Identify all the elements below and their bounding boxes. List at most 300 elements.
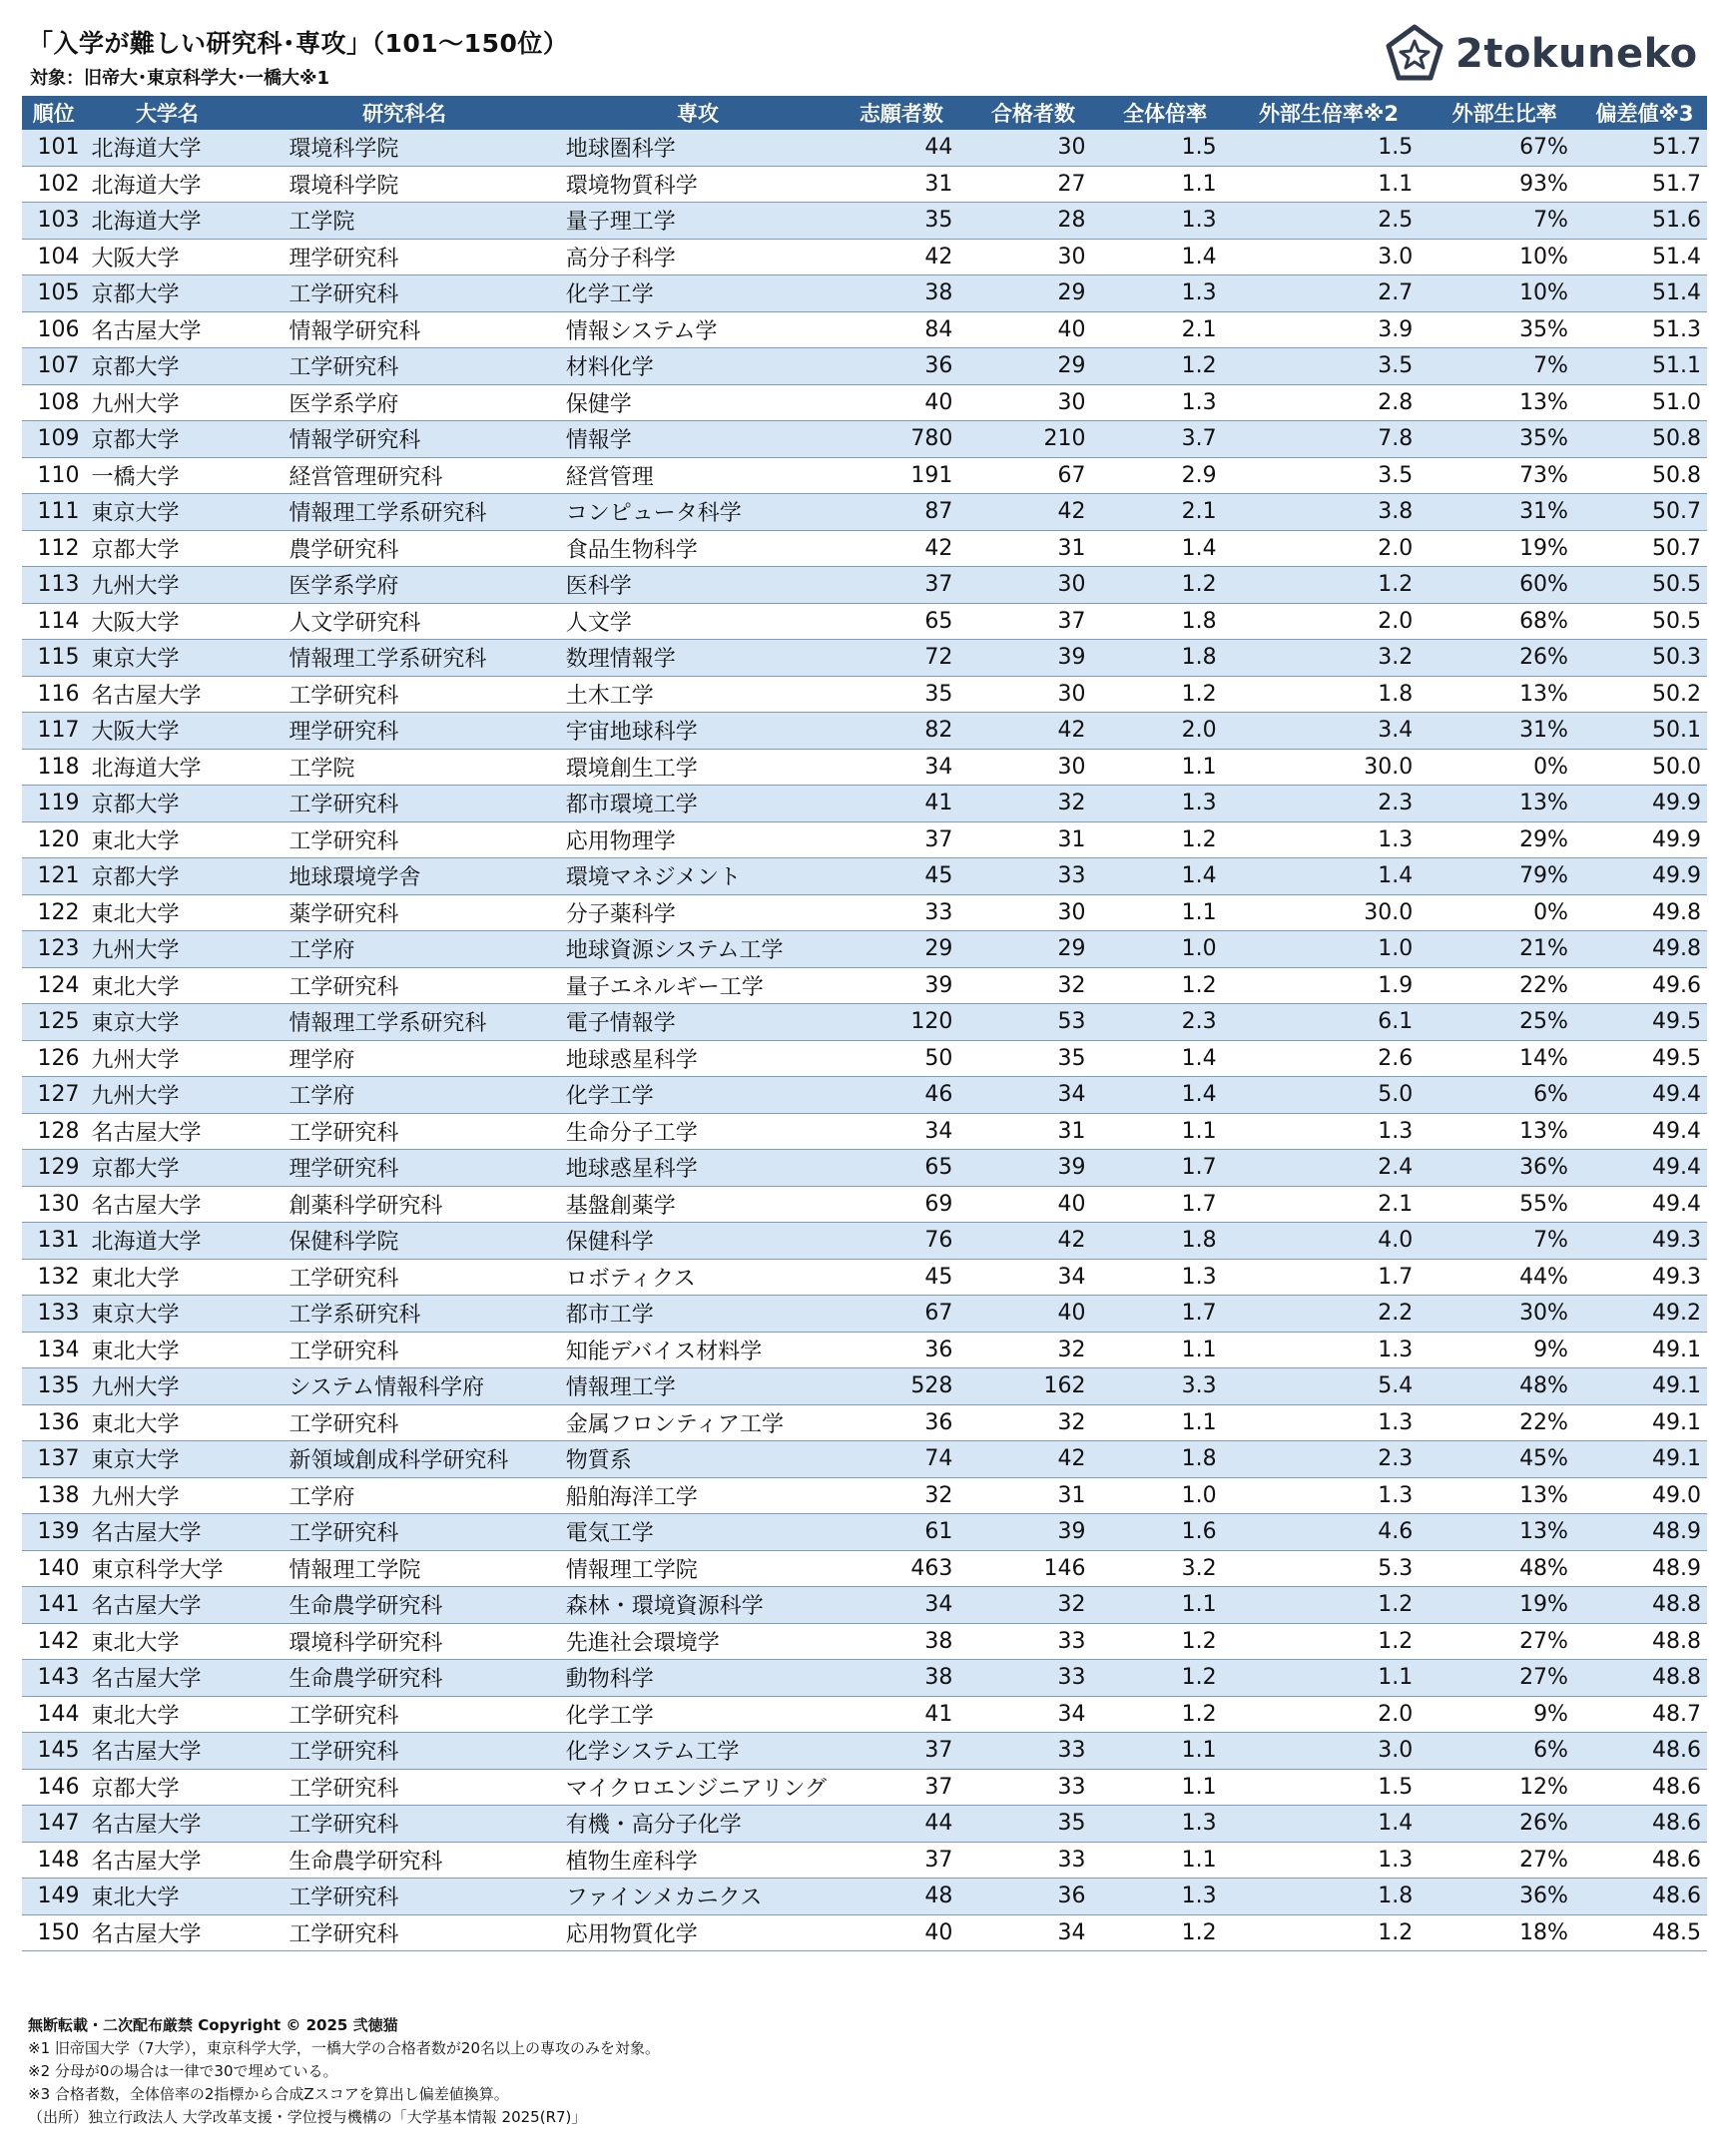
university-cell: 名古屋大学 <box>86 1806 250 1843</box>
rank-cell: 139 <box>22 1514 86 1551</box>
table-row <box>22 1660 1707 1697</box>
rank-cell: 143 <box>22 1660 86 1697</box>
major-cell: 都市工学 <box>560 1296 837 1333</box>
admitted-cell: 31 <box>966 530 1099 567</box>
rank-cell: 116 <box>22 676 86 713</box>
graduate-school-cell: 情報学研究科 <box>249 311 559 348</box>
university-cell: 北海道大学 <box>86 203 250 240</box>
major-cell: 先進社会環境学 <box>560 1623 837 1660</box>
external-share-cell: 13% <box>1427 786 1582 822</box>
applicants-cell: 37 <box>836 1842 966 1879</box>
external-ratio-cell: 7.8 <box>1231 421 1428 458</box>
table-row <box>22 494 1707 531</box>
rank-cell: 148 <box>22 1842 86 1879</box>
rank-cell: 128 <box>22 1113 86 1150</box>
overall-ratio-cell: 2.3 <box>1100 1004 1231 1041</box>
external-ratio-cell: 1.3 <box>1231 1842 1428 1879</box>
admitted-cell: 39 <box>966 1514 1099 1551</box>
external-ratio-cell: 2.0 <box>1231 530 1428 567</box>
deviation-score-cell: 49.1 <box>1582 1404 1707 1441</box>
external-ratio-cell: 1.2 <box>1231 567 1428 604</box>
university-cell: 東北大学 <box>86 1879 250 1915</box>
column-header: 外部生倍率※2 <box>1231 96 1428 130</box>
university-cell: 京都大学 <box>86 1769 250 1806</box>
university-cell: 九州大学 <box>86 1368 250 1405</box>
university-cell: 九州大学 <box>86 567 250 604</box>
major-cell: 動物科学 <box>560 1660 837 1697</box>
external-ratio-cell: 3.4 <box>1231 713 1428 750</box>
external-ratio-cell: 3.0 <box>1231 1733 1428 1770</box>
graduate-school-cell: 工学研究科 <box>249 1879 559 1915</box>
admitted-cell: 33 <box>966 1660 1099 1697</box>
university-cell: 一橋大学 <box>86 457 250 494</box>
external-share-cell: 25% <box>1427 1004 1582 1041</box>
major-cell: 化学システム工学 <box>560 1733 837 1770</box>
rank-cell: 109 <box>22 421 86 458</box>
university-cell: 北海道大学 <box>86 166 250 203</box>
overall-ratio-cell: 1.2 <box>1100 1914 1231 1951</box>
external-share-cell: 6% <box>1427 1733 1582 1770</box>
university-cell: 北海道大学 <box>86 749 250 786</box>
admitted-cell: 42 <box>966 713 1099 750</box>
deviation-score-cell: 49.4 <box>1582 1150 1707 1187</box>
graduate-school-cell: 理学研究科 <box>249 239 559 275</box>
external-ratio-cell: 2.5 <box>1231 203 1428 240</box>
applicants-cell: 780 <box>836 421 966 458</box>
rank-cell: 103 <box>22 203 86 240</box>
admitted-cell: 33 <box>966 1769 1099 1806</box>
deviation-score-cell: 50.8 <box>1582 421 1707 458</box>
applicants-cell: 36 <box>836 1332 966 1368</box>
applicants-cell: 38 <box>836 275 966 312</box>
applicants-cell: 74 <box>836 1441 966 1478</box>
admitted-cell: 40 <box>966 1186 1099 1223</box>
applicants-cell: 120 <box>836 1004 966 1041</box>
rank-cell: 117 <box>22 713 86 750</box>
external-ratio-cell: 1.3 <box>1231 1404 1428 1441</box>
deviation-score-cell: 49.9 <box>1582 786 1707 822</box>
table-row <box>22 384 1707 421</box>
graduate-school-cell: 生命農学研究科 <box>249 1842 559 1879</box>
major-cell: 食品生物科学 <box>560 530 837 567</box>
admitted-cell: 30 <box>966 384 1099 421</box>
admitted-cell: 33 <box>966 1733 1099 1770</box>
graduate-school-cell: 工学研究科 <box>249 1113 559 1150</box>
graduate-school-cell: 工学研究科 <box>249 1914 559 1951</box>
table-row <box>22 786 1707 822</box>
admitted-cell: 33 <box>966 1623 1099 1660</box>
admitted-cell: 37 <box>966 603 1099 640</box>
external-share-cell: 30% <box>1427 1296 1582 1333</box>
university-cell: 東北大学 <box>86 1332 250 1368</box>
external-share-cell: 48% <box>1427 1368 1582 1405</box>
major-cell: 宇宙地球科学 <box>560 713 837 750</box>
deviation-score-cell: 48.8 <box>1582 1587 1707 1624</box>
major-cell: 経営管理 <box>560 457 837 494</box>
admitted-cell: 34 <box>966 1914 1099 1951</box>
overall-ratio-cell: 1.7 <box>1100 1186 1231 1223</box>
graduate-school-cell: 工学府 <box>249 1477 559 1514</box>
admitted-cell: 210 <box>966 421 1099 458</box>
graduate-school-cell: システム情報科学府 <box>249 1368 559 1405</box>
university-cell: 九州大学 <box>86 1477 250 1514</box>
graduate-school-cell: 新領域創成科学研究科 <box>249 1441 559 1478</box>
major-cell: マイクロエンジニアリング <box>560 1769 837 1806</box>
table-row <box>22 821 1707 858</box>
overall-ratio-cell: 1.3 <box>1100 1259 1231 1296</box>
deviation-score-cell: 49.9 <box>1582 821 1707 858</box>
rank-cell: 138 <box>22 1477 86 1514</box>
overall-ratio-cell: 1.2 <box>1100 676 1231 713</box>
deviation-score-cell: 51.1 <box>1582 348 1707 385</box>
deviation-score-cell: 49.1 <box>1582 1332 1707 1368</box>
graduate-school-cell: 工学府 <box>249 1077 559 1114</box>
overall-ratio-cell: 1.4 <box>1100 1077 1231 1114</box>
column-header: 志願者数 <box>836 96 966 130</box>
overall-ratio-cell: 1.4 <box>1100 858 1231 895</box>
rank-cell: 124 <box>22 967 86 1004</box>
table-row <box>22 967 1707 1004</box>
graduate-school-cell: 理学研究科 <box>249 1150 559 1187</box>
major-cell: 電子情報学 <box>560 1004 837 1041</box>
applicants-cell: 29 <box>836 931 966 968</box>
overall-ratio-cell: 1.2 <box>1100 348 1231 385</box>
column-header: 合格者数 <box>966 96 1099 130</box>
graduate-school-cell: 薬学研究科 <box>249 894 559 931</box>
external-ratio-cell: 1.3 <box>1231 821 1428 858</box>
external-ratio-cell: 2.7 <box>1231 275 1428 312</box>
overall-ratio-cell: 1.1 <box>1100 749 1231 786</box>
external-share-cell: 26% <box>1427 640 1582 677</box>
graduate-school-cell: 保健科学院 <box>249 1223 559 1260</box>
table-row <box>22 1113 1707 1150</box>
rank-cell: 135 <box>22 1368 86 1405</box>
column-header: 順位 <box>22 96 86 130</box>
applicants-cell: 40 <box>836 384 966 421</box>
overall-ratio-cell: 1.3 <box>1100 786 1231 822</box>
deviation-score-cell: 49.0 <box>1582 1477 1707 1514</box>
university-cell: 東京大学 <box>86 494 250 531</box>
rank-cell: 125 <box>22 1004 86 1041</box>
external-ratio-cell: 1.4 <box>1231 858 1428 895</box>
table-row <box>22 1842 1707 1879</box>
source-note: （出所）独立行政法人 大学改革支援・学位授与機構の「大学基本情報 2025(R7)」 <box>28 2108 587 2126</box>
university-cell: 名古屋大学 <box>86 1733 250 1770</box>
rank-cell: 111 <box>22 494 86 531</box>
overall-ratio-cell: 1.2 <box>1100 1623 1231 1660</box>
deviation-score-cell: 50.8 <box>1582 457 1707 494</box>
major-cell: 情報理工学 <box>560 1368 837 1405</box>
graduate-school-cell: 工学院 <box>249 749 559 786</box>
external-share-cell: 0% <box>1427 749 1582 786</box>
graduate-school-cell: 工学研究科 <box>249 1514 559 1551</box>
major-cell: 情報理工学院 <box>560 1550 837 1587</box>
table-row <box>22 713 1707 750</box>
external-share-cell: 21% <box>1427 931 1582 968</box>
table-row <box>22 1914 1707 1951</box>
applicants-cell: 31 <box>836 166 966 203</box>
table-row <box>22 348 1707 385</box>
pentagon-star-logo-icon <box>1384 23 1445 85</box>
external-share-cell: 9% <box>1427 1696 1582 1733</box>
external-ratio-cell: 1.0 <box>1231 931 1428 968</box>
rank-cell: 102 <box>22 166 86 203</box>
external-ratio-cell: 2.6 <box>1231 1040 1428 1077</box>
graduate-school-cell: 工学研究科 <box>249 348 559 385</box>
table-row <box>22 275 1707 312</box>
applicants-cell: 37 <box>836 1733 966 1770</box>
graduate-school-cell: 情報理工学系研究科 <box>249 1004 559 1041</box>
admitted-cell: 35 <box>966 1806 1099 1843</box>
rank-cell: 101 <box>22 130 86 166</box>
university-cell: 九州大学 <box>86 384 250 421</box>
external-share-cell: 60% <box>1427 567 1582 604</box>
table-row <box>22 530 1707 567</box>
external-share-cell: 27% <box>1427 1660 1582 1697</box>
external-share-cell: 73% <box>1427 457 1582 494</box>
applicants-cell: 33 <box>836 894 966 931</box>
table-row <box>22 1223 1707 1260</box>
admitted-cell: 42 <box>966 1223 1099 1260</box>
deviation-score-cell: 51.0 <box>1582 384 1707 421</box>
external-share-cell: 9% <box>1427 1332 1582 1368</box>
major-cell: 化学工学 <box>560 1077 837 1114</box>
deviation-score-cell: 48.8 <box>1582 1660 1707 1697</box>
table-row <box>22 311 1707 348</box>
overall-ratio-cell: 1.7 <box>1100 1296 1231 1333</box>
deviation-score-cell: 49.4 <box>1582 1113 1707 1150</box>
major-cell: 医科学 <box>560 567 837 604</box>
table-row <box>22 1404 1707 1441</box>
university-cell: 東京大学 <box>86 1296 250 1333</box>
major-cell: 植物生産科学 <box>560 1842 837 1879</box>
admitted-cell: 30 <box>966 567 1099 604</box>
major-cell: 地球圏科学 <box>560 130 837 166</box>
university-cell: 東北大学 <box>86 821 250 858</box>
external-share-cell: 36% <box>1427 1879 1582 1915</box>
table-row <box>22 1259 1707 1296</box>
major-cell: 基盤創薬学 <box>560 1186 837 1223</box>
external-share-cell: 93% <box>1427 166 1582 203</box>
university-cell: 東北大学 <box>86 894 250 931</box>
university-cell: 名古屋大学 <box>86 1186 250 1223</box>
admitted-cell: 29 <box>966 348 1099 385</box>
applicants-cell: 69 <box>836 1186 966 1223</box>
university-cell: 大阪大学 <box>86 713 250 750</box>
rank-cell: 134 <box>22 1332 86 1368</box>
external-share-cell: 7% <box>1427 348 1582 385</box>
university-cell: 名古屋大学 <box>86 311 250 348</box>
external-share-cell: 13% <box>1427 1113 1582 1150</box>
applicants-cell: 36 <box>836 348 966 385</box>
graduate-school-cell: 理学府 <box>249 1040 559 1077</box>
table-row <box>22 1441 1707 1478</box>
applicants-cell: 48 <box>836 1879 966 1915</box>
admitted-cell: 34 <box>966 1077 1099 1114</box>
overall-ratio-cell: 3.7 <box>1100 421 1231 458</box>
external-ratio-cell: 2.4 <box>1231 1150 1428 1187</box>
university-cell: 北海道大学 <box>86 130 250 166</box>
external-ratio-cell: 3.0 <box>1231 239 1428 275</box>
major-cell: 応用物理学 <box>560 821 837 858</box>
external-ratio-cell: 1.5 <box>1231 130 1428 166</box>
rank-cell: 146 <box>22 1769 86 1806</box>
university-cell: 京都大学 <box>86 275 250 312</box>
graduate-school-cell: 情報理工学系研究科 <box>249 494 559 531</box>
graduate-school-cell: 創薬科学研究科 <box>249 1186 559 1223</box>
external-ratio-cell: 1.7 <box>1231 1259 1428 1296</box>
external-share-cell: 10% <box>1427 239 1582 275</box>
external-share-cell: 31% <box>1427 494 1582 531</box>
external-ratio-cell: 1.8 <box>1231 676 1428 713</box>
overall-ratio-cell: 1.2 <box>1100 1696 1231 1733</box>
overall-ratio-cell: 1.1 <box>1100 894 1231 931</box>
applicants-cell: 34 <box>836 1113 966 1150</box>
overall-ratio-cell: 1.8 <box>1100 1223 1231 1260</box>
graduate-school-cell: 工学研究科 <box>249 786 559 822</box>
major-cell: 生命分子工学 <box>560 1113 837 1150</box>
admitted-cell: 28 <box>966 203 1099 240</box>
major-cell: 森林・環境資源科学 <box>560 1587 837 1624</box>
applicants-cell: 84 <box>836 311 966 348</box>
applicants-cell: 34 <box>836 1587 966 1624</box>
external-ratio-cell: 2.3 <box>1231 1441 1428 1478</box>
overall-ratio-cell: 1.8 <box>1100 1441 1231 1478</box>
graduate-school-cell: 工学研究科 <box>249 1696 559 1733</box>
external-share-cell: 6% <box>1427 1077 1582 1114</box>
deviation-score-cell: 49.8 <box>1582 931 1707 968</box>
rank-cell: 133 <box>22 1296 86 1333</box>
overall-ratio-cell: 1.3 <box>1100 1879 1231 1915</box>
overall-ratio-cell: 1.1 <box>1100 1733 1231 1770</box>
university-cell: 名古屋大学 <box>86 1914 250 1951</box>
rank-cell: 122 <box>22 894 86 931</box>
admitted-cell: 31 <box>966 1477 1099 1514</box>
external-share-cell: 19% <box>1427 1587 1582 1624</box>
external-ratio-cell: 3.2 <box>1231 640 1428 677</box>
deviation-score-cell: 51.3 <box>1582 311 1707 348</box>
table-row <box>22 1769 1707 1806</box>
major-cell: 保健学 <box>560 384 837 421</box>
rank-cell: 126 <box>22 1040 86 1077</box>
footer-notes <box>28 2014 660 2129</box>
major-cell: 物質系 <box>560 1441 837 1478</box>
external-ratio-cell: 4.0 <box>1231 1223 1428 1260</box>
rank-cell: 142 <box>22 1623 86 1660</box>
graduate-school-cell: 地球環境学舎 <box>249 858 559 895</box>
applicants-cell: 61 <box>836 1514 966 1551</box>
external-share-cell: 19% <box>1427 530 1582 567</box>
graduate-school-cell: 工学研究科 <box>249 1733 559 1770</box>
external-share-cell: 22% <box>1427 967 1582 1004</box>
external-share-cell: 36% <box>1427 1150 1582 1187</box>
admitted-cell: 32 <box>966 967 1099 1004</box>
overall-ratio-cell: 1.1 <box>1100 1332 1231 1368</box>
overall-ratio-cell: 1.1 <box>1100 166 1231 203</box>
overall-ratio-cell: 1.7 <box>1100 1150 1231 1187</box>
external-share-cell: 35% <box>1427 421 1582 458</box>
column-header: 外部生比率 <box>1427 96 1582 130</box>
table-row <box>22 749 1707 786</box>
graduate-school-cell: 工学研究科 <box>249 821 559 858</box>
applicants-cell: 44 <box>836 130 966 166</box>
external-share-cell: 18% <box>1427 1914 1582 1951</box>
admitted-cell: 31 <box>966 821 1099 858</box>
external-share-cell: 27% <box>1427 1623 1582 1660</box>
graduate-school-cell: 工学研究科 <box>249 1332 559 1368</box>
university-cell: 東北大学 <box>86 1259 250 1296</box>
admitted-cell: 32 <box>966 1404 1099 1441</box>
admitted-cell: 67 <box>966 457 1099 494</box>
overall-ratio-cell: 1.2 <box>1100 821 1231 858</box>
admitted-cell: 32 <box>966 1332 1099 1368</box>
admitted-cell: 53 <box>966 1004 1099 1041</box>
admitted-cell: 27 <box>966 166 1099 203</box>
applicants-cell: 32 <box>836 1477 966 1514</box>
table-row <box>22 603 1707 640</box>
external-ratio-cell: 1.8 <box>1231 1879 1428 1915</box>
rank-cell: 120 <box>22 821 86 858</box>
applicants-cell: 87 <box>836 494 966 531</box>
rank-cell: 112 <box>22 530 86 567</box>
external-share-cell: 35% <box>1427 311 1582 348</box>
major-cell: 分子薬科学 <box>560 894 837 931</box>
rank-cell: 131 <box>22 1223 86 1260</box>
table-header-row <box>22 96 1707 130</box>
admitted-cell: 30 <box>966 239 1099 275</box>
university-cell: 北海道大学 <box>86 1223 250 1260</box>
deviation-score-cell: 48.6 <box>1582 1733 1707 1770</box>
external-ratio-cell: 2.1 <box>1231 1186 1428 1223</box>
footnote-2: ※2 分母が0の場合は一律で30で埋めている。 <box>28 2062 338 2080</box>
overall-ratio-cell: 1.0 <box>1100 931 1231 968</box>
graduate-school-cell: 工学研究科 <box>249 1404 559 1441</box>
deviation-score-cell: 50.3 <box>1582 640 1707 677</box>
rank-cell: 141 <box>22 1587 86 1624</box>
university-cell: 京都大学 <box>86 858 250 895</box>
graduate-school-cell: 工学研究科 <box>249 676 559 713</box>
rank-cell: 137 <box>22 1441 86 1478</box>
major-cell: 情報学 <box>560 421 837 458</box>
university-cell: 東北大学 <box>86 967 250 1004</box>
deviation-score-cell: 49.3 <box>1582 1259 1707 1296</box>
external-ratio-cell: 2.0 <box>1231 1696 1428 1733</box>
external-ratio-cell: 1.2 <box>1231 1587 1428 1624</box>
admitted-cell: 34 <box>966 1696 1099 1733</box>
major-cell: 有機・高分子化学 <box>560 1806 837 1843</box>
rank-cell: 114 <box>22 603 86 640</box>
external-ratio-cell: 1.3 <box>1231 1477 1428 1514</box>
graduate-school-cell: 情報理工学院 <box>249 1550 559 1587</box>
external-ratio-cell: 2.2 <box>1231 1296 1428 1333</box>
deviation-score-cell: 48.6 <box>1582 1842 1707 1879</box>
overall-ratio-cell: 1.2 <box>1100 967 1231 1004</box>
rank-cell: 118 <box>22 749 86 786</box>
admitted-cell: 30 <box>966 130 1099 166</box>
rank-cell: 149 <box>22 1879 86 1915</box>
graduate-school-cell: 情報学研究科 <box>249 421 559 458</box>
applicants-cell: 65 <box>836 603 966 640</box>
admitted-cell: 162 <box>966 1368 1099 1405</box>
table-row <box>22 640 1707 677</box>
admitted-cell: 42 <box>966 494 1099 531</box>
external-ratio-cell: 5.0 <box>1231 1077 1428 1114</box>
admitted-cell: 40 <box>966 1296 1099 1333</box>
applicants-cell: 65 <box>836 1150 966 1187</box>
external-share-cell: 7% <box>1427 1223 1582 1260</box>
major-cell: 保健科学 <box>560 1223 837 1260</box>
overall-ratio-cell: 1.0 <box>1100 1477 1231 1514</box>
